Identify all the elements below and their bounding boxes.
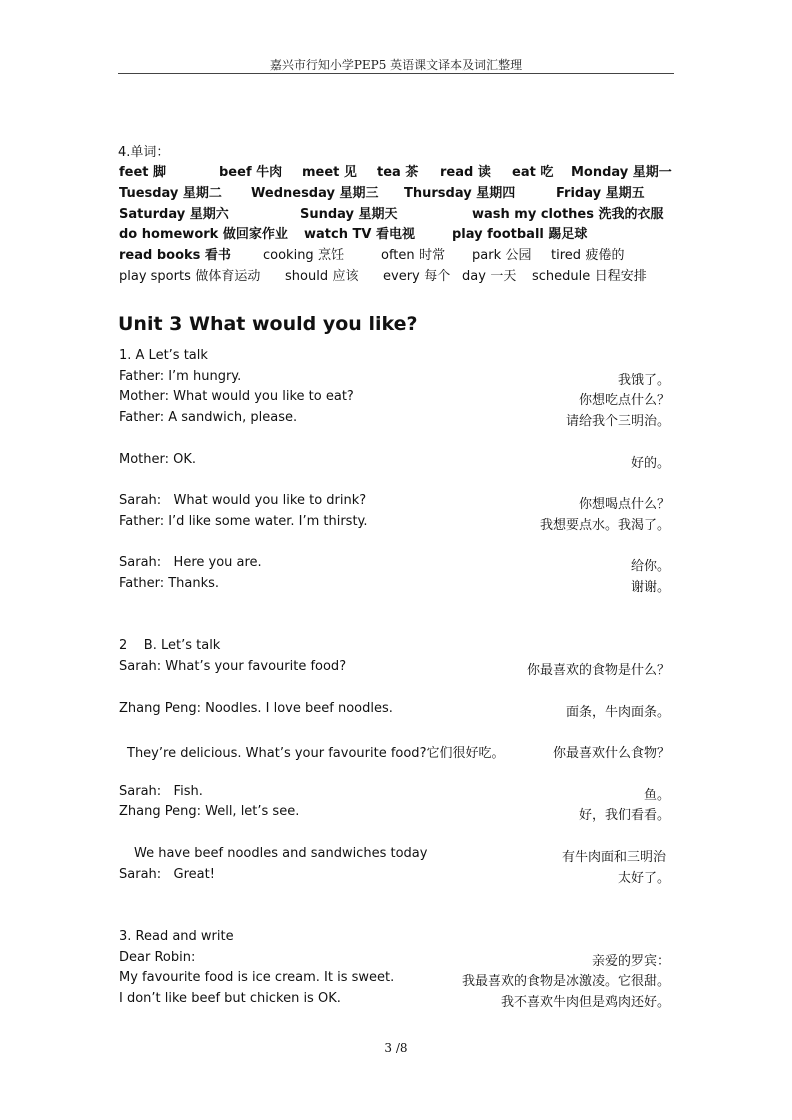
- vocab-word: Sunday 星期天: [300, 207, 398, 222]
- vocab-word: eat 吃: [512, 165, 554, 180]
- dialogue-line-zh: 我想要点水。我渴了。: [539, 518, 670, 533]
- dialogue-line-zh: 我饿了。: [617, 373, 670, 388]
- vocab-word: read 读: [440, 165, 491, 180]
- vocab-word: Thursday 星期四: [404, 186, 516, 201]
- vocab-word: every 每个: [383, 269, 451, 284]
- vocab-word: Friday 星期五: [556, 186, 645, 201]
- dialogue-line-en: Father: I’m hungry.: [119, 369, 242, 384]
- vocab-word: park 公园: [472, 248, 532, 263]
- dialogue-line-zh: 你最喜欢什么食物？: [552, 746, 670, 761]
- vocab-word: cooking 烹饪: [263, 248, 345, 263]
- dialogue-line-en: Father: Thanks.: [119, 576, 220, 591]
- dialogue-line-en: They’re delicious. What’s your favourite food?它们很好吃。: [127, 746, 505, 761]
- dialogue-line-zh: 面条，牛肉面条。: [565, 705, 670, 720]
- vocab-word: play sports 做体育运动: [119, 269, 261, 284]
- dialogue-line-en: Zhang Peng: Well, let’s see.: [119, 804, 300, 819]
- vocab-word: meet 见: [302, 165, 357, 180]
- vocab-word: often 时常: [381, 248, 446, 263]
- vocab-word: watch TV 看电视: [304, 227, 415, 242]
- dialogue-line-zh: 好，我们看看。: [578, 808, 670, 823]
- vocab-word: day 一天: [462, 269, 517, 284]
- dialogue-line-en: We have beef noodles and sandwiches today: [134, 846, 428, 861]
- header-rule: [118, 73, 674, 74]
- dialogue-line-zh: 请给我个三明治。: [565, 414, 670, 429]
- dialogue-line-en: Sarah: Great!: [119, 867, 215, 882]
- page-number: 3 /8: [384, 1041, 408, 1055]
- dialogue-line-zh: 好的。: [630, 456, 670, 471]
- dialogue-line-en: Zhang Peng: Noodles. I love beef noodles.: [119, 701, 393, 716]
- vocab-word: should 应该: [285, 269, 359, 284]
- page-header: 嘉兴市行知小学PEP5 英语课文译本及词汇整理: [269, 58, 523, 72]
- dialogue-line-zh: 鱼。: [643, 788, 670, 803]
- dialogue-line-en: Sarah: Fish.: [119, 784, 203, 799]
- vocab-word: tea 茶: [377, 165, 419, 180]
- vocab-word: read books 看书: [119, 248, 231, 263]
- dialogue-line-zh: 给你。: [630, 559, 670, 574]
- dialogue-line-en: Father: I’d like some water. I’m thirsty.: [119, 514, 368, 529]
- vocab-heading: 4.单词：: [118, 145, 170, 160]
- dialogue-line-zh: 你最喜欢的食物是什么？: [526, 663, 670, 678]
- letter-line-zh: 亲爱的罗宾：: [591, 954, 670, 969]
- dialogue-line-en: Father: A sandwich, please.: [119, 410, 298, 425]
- dialogue-line-zh: 有牛肉面和三明治: [561, 850, 666, 865]
- dialogue-line-en: Sarah: What’s your favourite food?: [119, 659, 347, 674]
- section-heading: 1. A Let’s talk: [119, 348, 208, 363]
- vocab-word: tired 疲倦的: [551, 248, 625, 263]
- vocab-word: feet 脚: [119, 165, 167, 180]
- letter-line-en: My favourite food is ice cream. It is sweet.: [119, 970, 395, 985]
- vocab-word: Wednesday 星期三: [251, 186, 379, 201]
- vocab-word: play football 踢足球: [452, 227, 588, 242]
- dialogue-line-en: Sarah: What would you like to drink?: [119, 493, 367, 508]
- dialogue-line-zh: 你想吃点什么？: [578, 393, 670, 408]
- dialogue-line-en: Mother: What would you like to eat?: [119, 389, 354, 404]
- section-heading: 2 B. Let’s talk: [119, 638, 221, 653]
- dialogue-line-zh: 你想喝点什么？: [578, 497, 670, 512]
- dialogue-line-en: Sarah: Here you are.: [119, 555, 262, 570]
- vocab-word: Saturday 星期六: [119, 207, 229, 222]
- letter-line-zh: 我不喜欢牛肉但是鸡肉还好。: [500, 995, 670, 1010]
- vocab-word: wash my clothes 洗我的衣服: [472, 207, 664, 222]
- letter-line-en: Dear Robin:: [119, 950, 196, 965]
- vocab-word: schedule 日程安排: [532, 269, 647, 284]
- unit-title: Unit 3 What would you like?: [118, 313, 418, 335]
- vocab-word: Tuesday 星期二: [119, 186, 222, 201]
- vocab-word: beef 牛肉: [219, 165, 283, 180]
- letter-line-zh: 我最喜欢的食物是冰激凌。它很甜。: [461, 974, 670, 989]
- vocab-word: Monday 星期一: [571, 165, 672, 180]
- section-heading: 3. Read and write: [119, 929, 234, 944]
- letter-line-en: I don’t like beef but chicken is OK.: [119, 991, 341, 1006]
- dialogue-line-zh: 谢谢。: [630, 580, 670, 595]
- vocab-word: do homework 做回家作业: [119, 227, 288, 242]
- dialogue-line-zh: 太好了。: [617, 871, 670, 886]
- dialogue-line-en: Mother: OK.: [119, 452, 197, 467]
